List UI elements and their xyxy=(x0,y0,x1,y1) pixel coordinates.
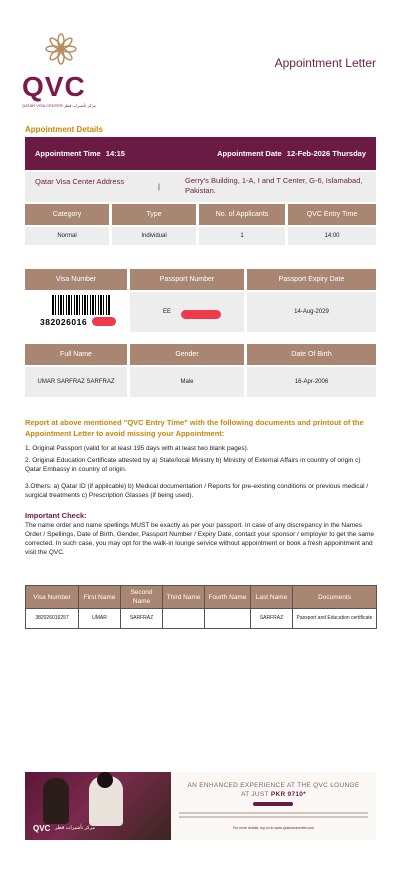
details-header-entry-time: QVC Entry Time xyxy=(288,204,376,225)
names-documents: Passport and Education certificate xyxy=(293,609,377,629)
appointment-banner xyxy=(25,137,376,170)
appointment-time xyxy=(35,149,125,158)
advert-price-prefix: AT JUST xyxy=(240,791,271,798)
advert-button[interactable] xyxy=(253,802,293,806)
names-header-first: First Name xyxy=(79,586,121,609)
names-table xyxy=(25,585,377,629)
names-table-header xyxy=(26,586,377,609)
instruction-item-2: 2. Original Education Certificate attested by a) State/local Ministry b) Ministry of External Affairs in country of origin c) Qatar Embassy in country of origin. xyxy=(25,457,361,473)
appointment-date-label: Appointment Date xyxy=(217,149,282,158)
advert-headline: AN ENHANCED EXPERIENCE AT THE QVC LOUNGE xyxy=(187,782,360,789)
person-header-gender: Gender xyxy=(130,344,244,365)
names-visa-number: 382026016257 xyxy=(26,609,79,629)
details-category: Normal xyxy=(25,227,109,245)
names-header-third: Third Name xyxy=(163,586,205,609)
person-dob: 16-Apr-2006 xyxy=(247,367,376,397)
report-notice: Report at above mentioned "QVC Entry Time" with the following documents and printout of the Appointment Letter to avoid missing your Appointment: xyxy=(25,418,364,438)
logo-wordmark: QVC xyxy=(22,71,86,102)
names-header-second: Second Name xyxy=(121,586,163,609)
instruction-item-1: 1. Original Passport (valid for at least 195 days with at least two blank pages). xyxy=(25,445,249,452)
advert-price-line xyxy=(171,791,376,798)
details-header-category: Category xyxy=(25,204,109,225)
names-third xyxy=(163,609,205,629)
table-row xyxy=(26,609,377,629)
advert-fine-print-line-1 xyxy=(179,812,368,814)
passport-header-number: Passport Number xyxy=(130,269,244,290)
names-last: SARFRAZ xyxy=(251,609,293,629)
redaction-mark-passport xyxy=(181,310,221,319)
details-value-row xyxy=(25,227,376,245)
address-label xyxy=(35,176,145,187)
advert-logo-arabic: مركز تأشيرات قطر xyxy=(55,825,96,831)
visa-number: 382026016 xyxy=(40,317,88,327)
passport-header-visa: Visa Number xyxy=(25,269,127,290)
important-check-heading: Important Check: xyxy=(25,511,87,520)
names-header-documents: Documents xyxy=(293,586,377,609)
passport-number: EE xyxy=(162,309,171,315)
person-gender: Male xyxy=(130,367,244,397)
advert-photo xyxy=(25,772,171,840)
visa-barcode xyxy=(52,295,110,315)
advert-text-panel xyxy=(171,772,376,840)
page-title: Appointment Letter xyxy=(274,56,376,70)
details-header-applicants: No. of Applicants xyxy=(199,204,285,225)
appointment-time-value: 14:15 xyxy=(105,149,125,158)
advert-person-head xyxy=(97,772,113,788)
qvc-logo xyxy=(22,32,102,108)
address-separator: | xyxy=(158,182,160,191)
instruction-item-3: 3.Others: a) Qatar ID (if applicable) b) Medical documentation / Reports for pre-existing conditions or previous medical / surgical treatments c) Prescription Glasses (if being used). xyxy=(25,483,369,499)
details-applicants: 1 xyxy=(199,227,285,245)
details-type: Individual xyxy=(112,227,196,245)
advert-person-left xyxy=(43,778,69,824)
logo-subtitle: QATAR VISA CENTER مركز تأشيرات قطر xyxy=(22,103,96,108)
names-header-last: Last Name xyxy=(251,586,293,609)
qvc-lounge-advert[interactable] xyxy=(25,772,376,840)
details-header-type: Type xyxy=(112,204,196,225)
details-entry-time: 14:00 xyxy=(288,227,376,245)
names-header-visa: Visa Number xyxy=(26,586,79,609)
passport-expiry: 14-Aug-2029 xyxy=(247,292,376,332)
address-value: Gerry's Building, 1-A, I and T Center, G-6, Islamabad, Pakistan. xyxy=(185,176,363,195)
appointment-details-heading: Appointment Details xyxy=(25,125,103,134)
details-header-row xyxy=(25,204,376,225)
address-label-text: Qatar Visa Center Address xyxy=(35,177,125,186)
appointment-date xyxy=(217,149,366,158)
advert-fine-print-line-2 xyxy=(179,816,368,818)
names-fourth xyxy=(205,609,251,629)
person-value-row xyxy=(25,367,376,397)
person-full-name: UMAR SARFRAZ SARFRAZ xyxy=(25,367,127,397)
advert-price: PKR 9710* xyxy=(270,791,307,798)
appointment-time-label: Appointment Time xyxy=(35,149,101,158)
passport-header-expiry: Passport Expiry Date xyxy=(247,269,376,290)
names-second: SARFRAZ xyxy=(121,609,163,629)
redaction-mark-visa xyxy=(92,317,116,326)
person-header-dob: Date Of Birth xyxy=(247,344,376,365)
person-header-name: Full Name xyxy=(25,344,127,365)
names-header-fourth: Fourth Name xyxy=(205,586,251,609)
qvc-flower-icon xyxy=(44,32,78,66)
names-first: UMAR xyxy=(79,609,121,629)
important-check-text: The name order and name spellings MUST be exactly as per your passport. In case of any discrepancy in the Names Order / Spellings, Date of Birth, Gender, Passport Number / Expiry Date, contact your sponsor / employer to get the same corrected. In such case, you may opt for the walk-in lounge service without appointment or book a fresh appointment and visit the QVC. xyxy=(25,522,374,556)
passport-header-row xyxy=(25,269,376,290)
advert-link[interactable]: For more details, log on to www.qatarvisacenter.com xyxy=(232,826,315,830)
person-header-row xyxy=(25,344,376,365)
advert-logo: QVC xyxy=(33,824,51,833)
address-row xyxy=(25,172,376,202)
appointment-date-value: 12-Feb-2026 Thursday xyxy=(286,149,366,158)
